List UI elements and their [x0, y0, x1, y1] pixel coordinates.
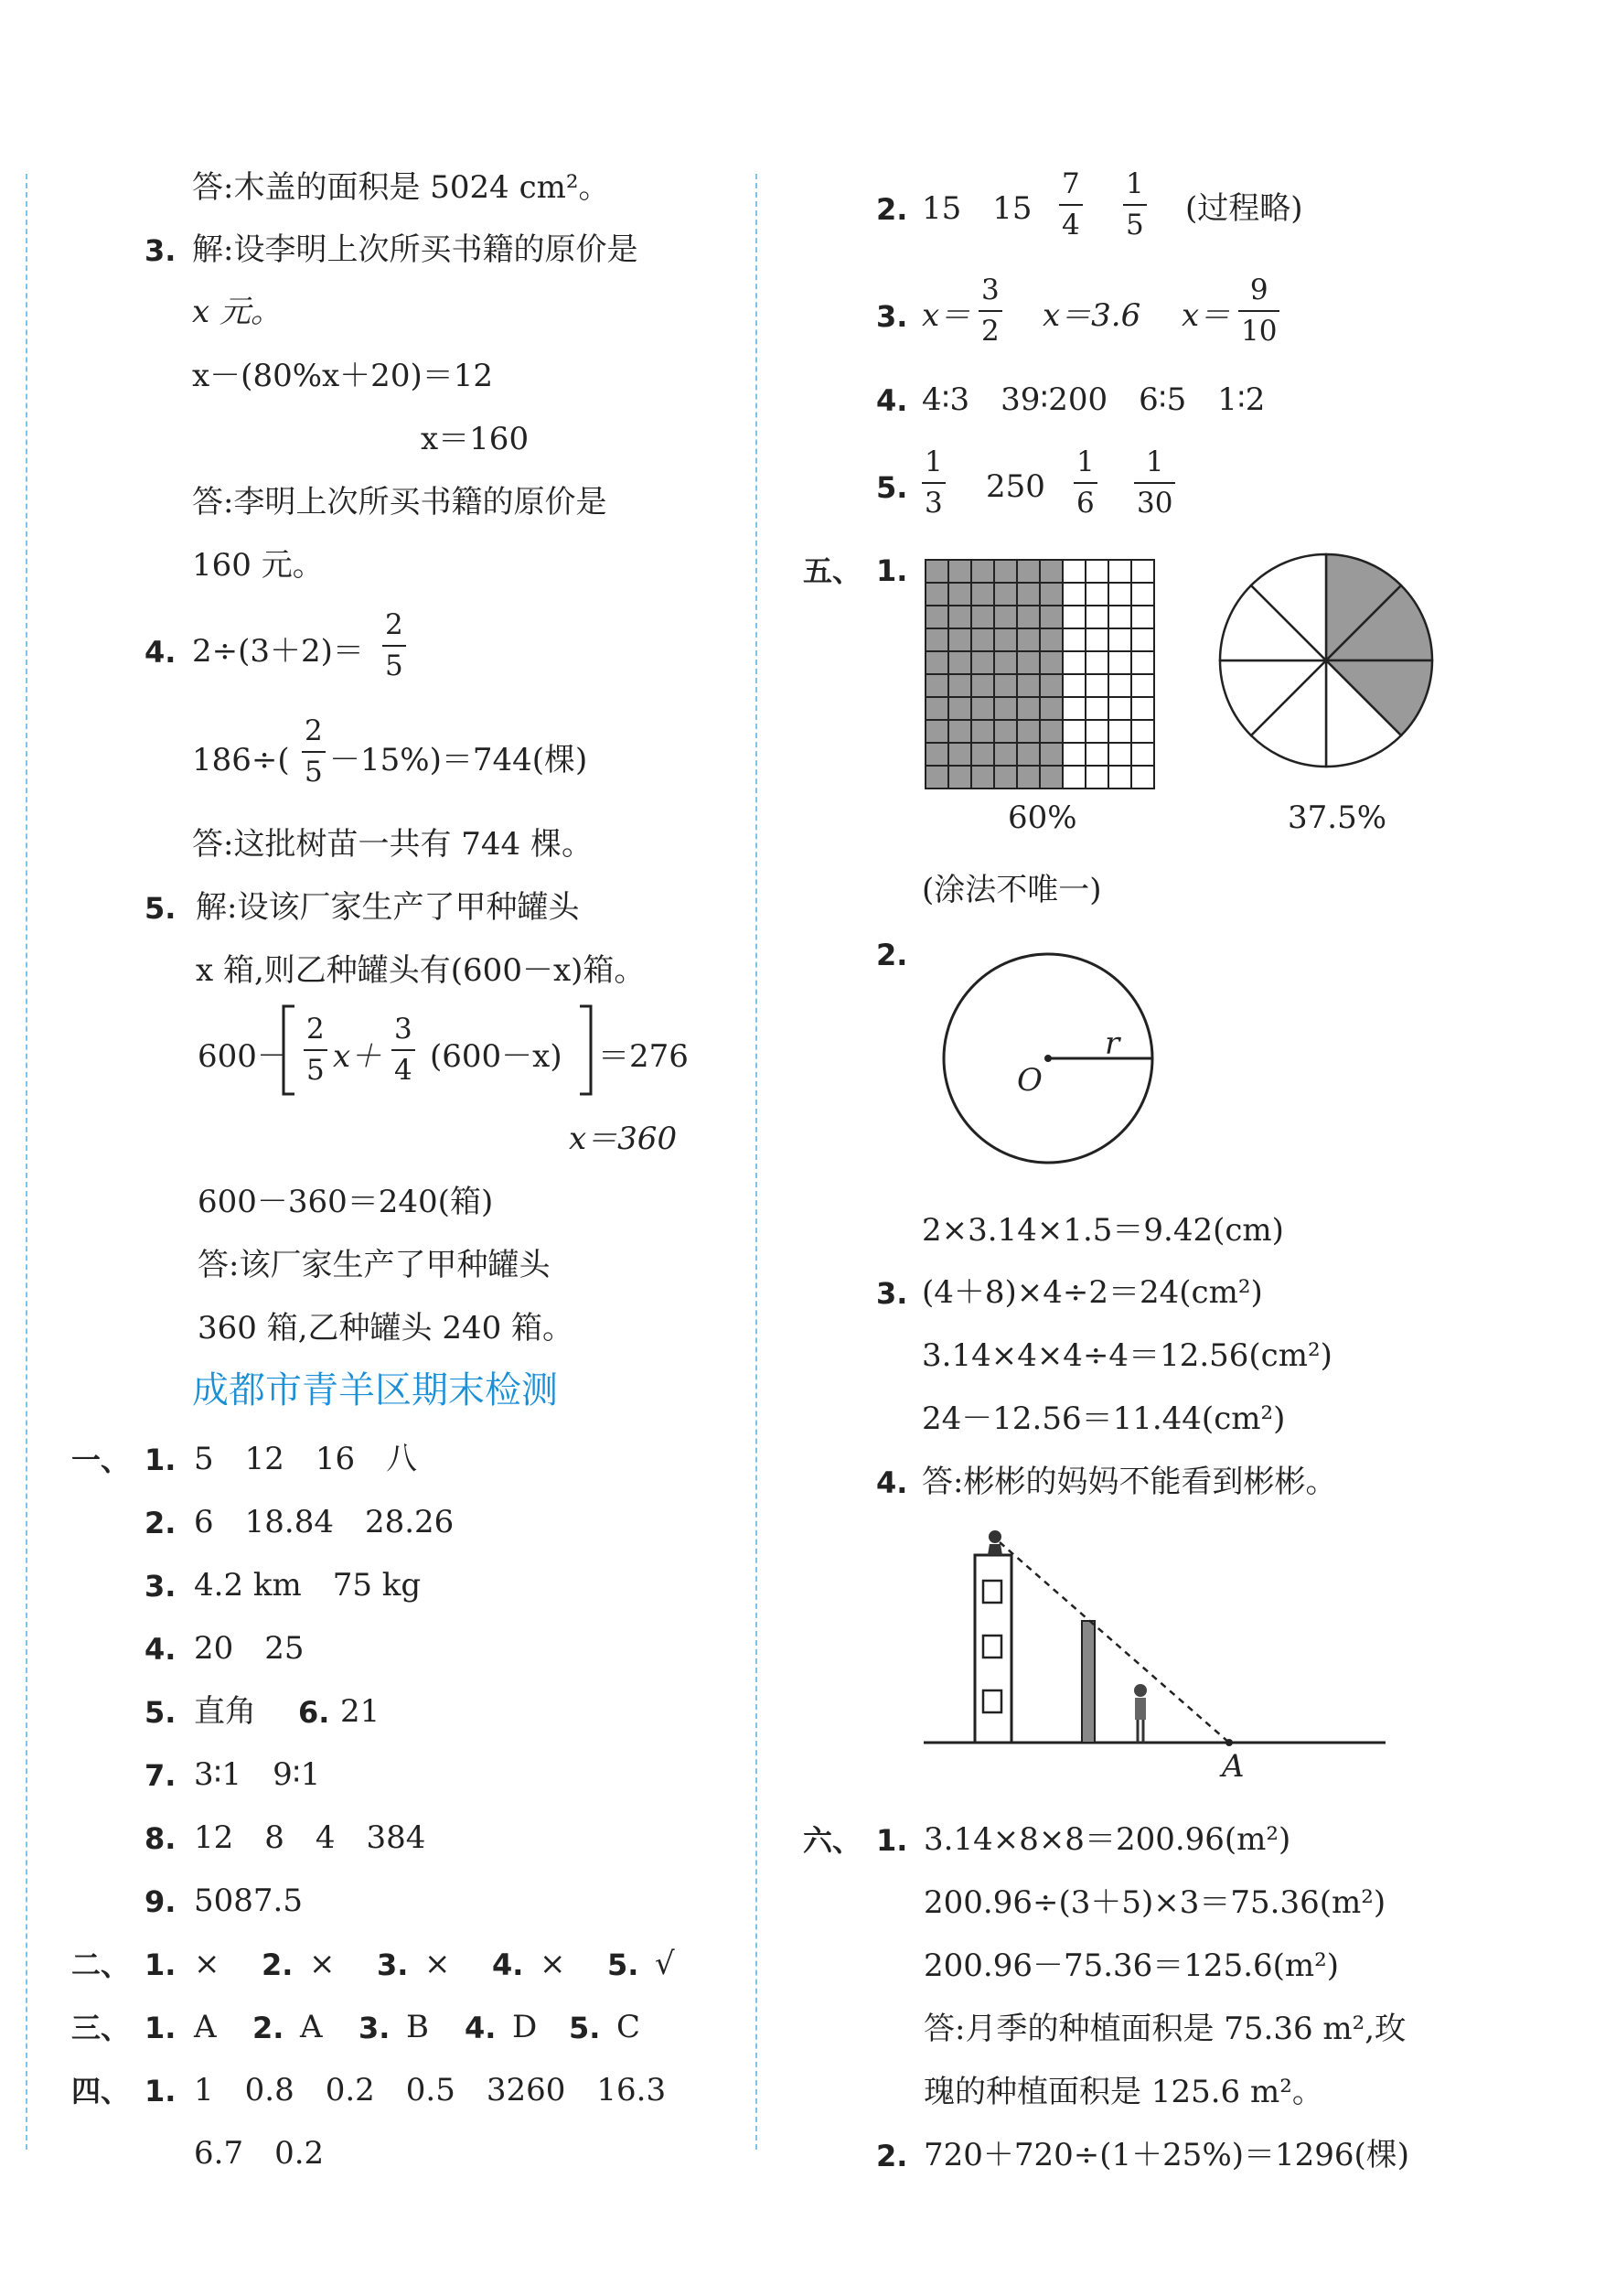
denominator: 5 [305, 756, 323, 789]
answer-lid-area: 答:木盖的面积是 5024 cm²。 [192, 169, 610, 206]
item-answer: 直角 [194, 1693, 256, 1730]
q5-answer: 答:该厂家生产了甲种罐头 [198, 1247, 551, 1283]
pie-percent: 37.5% [1288, 799, 1387, 836]
p6-line: 200.96－75.36＝125.6(m²) [924, 1947, 1340, 1984]
grid-cell-shaded [948, 720, 971, 743]
grid-cell-shaded [926, 743, 948, 766]
q5-number: 5. [144, 891, 177, 926]
numerator: 1 [1126, 167, 1144, 200]
grid-cell-shaded [926, 674, 948, 697]
r-q2-note: (过程略) [1185, 190, 1303, 227]
item-answer: B [406, 2009, 429, 2045]
sight-line [1000, 1542, 1229, 1743]
center-label: O [1017, 1062, 1043, 1099]
grid-cell [1131, 674, 1154, 697]
item-answer: C [616, 2009, 641, 2045]
grid-cell-shaded [926, 766, 948, 789]
grid-cell-shaded [971, 766, 994, 789]
q5-eq: x＋ [333, 1038, 382, 1075]
denominator: 2 [981, 315, 1000, 348]
grid-cell [1108, 560, 1131, 583]
grid-cell [1108, 720, 1131, 743]
grid-percent: 60% [1008, 799, 1077, 836]
grid-cell [1063, 651, 1086, 674]
numerator: 1 [1145, 445, 1164, 478]
q3-line: 解:设李明上次所买书籍的原价是 [192, 231, 638, 268]
q4-answer: 答:这批树苗一共有 744 棵。 [192, 826, 593, 863]
grid-cell [1086, 583, 1108, 606]
item-number: 6. [298, 1695, 330, 1730]
item-answer: 12 8 4 384 [194, 1819, 426, 1856]
grid-cell-shaded [1017, 628, 1040, 651]
grid-cell [1131, 720, 1154, 743]
denominator: 3 [925, 487, 943, 520]
p6-answer: 瑰的种植面积是 125.6 m²。 [924, 2074, 1323, 2110]
grid-cell-shaded [926, 560, 948, 583]
grid-cell [1063, 766, 1086, 789]
q5-eq: 600－ [198, 1038, 288, 1075]
part6-label: 六、 [803, 1823, 862, 1858]
r-q3-number: 3. [876, 299, 908, 334]
grid-cell-shaded [948, 674, 971, 697]
denominator: 30 [1137, 487, 1173, 520]
item-number: 1. [876, 1823, 908, 1858]
pie-circle [1216, 551, 1436, 770]
grid-cell-shaded [1017, 720, 1040, 743]
grid-cell [1063, 743, 1086, 766]
grid-cell-shaded [994, 697, 1017, 720]
q4-number: 4. [144, 635, 177, 670]
item-number: 3. [144, 1569, 177, 1604]
item-answer: √ [655, 1946, 675, 1982]
grid-cell-shaded [948, 560, 971, 583]
denominator: 5 [306, 1054, 325, 1087]
grid-cell-shaded [1040, 743, 1063, 766]
item-answer: 21 [340, 1693, 380, 1730]
left-margin-rule [26, 174, 27, 2150]
q3-answer: 答:李明上次所买书籍的原价是 [192, 484, 607, 520]
grid-cell-shaded [971, 651, 994, 674]
grid-cell [1108, 766, 1131, 789]
grid-cell [1063, 583, 1086, 606]
grid-cell-shaded [994, 674, 1017, 697]
grid-cell-shaded [994, 583, 1017, 606]
sightline-figure [915, 1518, 1390, 1756]
grid-cell [1086, 743, 1108, 766]
item-answer: D [512, 2009, 538, 2045]
grid-cell-shaded [1017, 766, 1040, 789]
item-number: 2. [252, 2011, 284, 2045]
building [975, 1555, 1011, 1743]
grid-cell [1063, 606, 1086, 628]
grid-cell-shaded [994, 720, 1017, 743]
wall [1082, 1621, 1095, 1743]
numerator: 1 [1076, 445, 1095, 478]
grid-cell [1108, 697, 1131, 720]
grid-cell-shaded [971, 697, 994, 720]
denominator: 4 [394, 1054, 412, 1087]
r-q3-x: x＝ [1182, 297, 1231, 334]
grid-cell [1063, 560, 1086, 583]
item-number: 8. [144, 1821, 177, 1856]
item-number: 2. [144, 1506, 177, 1540]
grid-cell-shaded [994, 651, 1017, 674]
fraction [382, 608, 406, 682]
r-q3-x: x＝ [922, 297, 971, 334]
fraction [304, 1015, 327, 1085]
grid-cell-shaded [1040, 720, 1063, 743]
p6-line: 200.96÷(3＋5)×3＝75.36(m²) [924, 1884, 1386, 1921]
grid-cell [1108, 743, 1131, 766]
item-number: 2. [262, 1947, 294, 1982]
fraction [922, 445, 946, 520]
q4-eq1: 2÷(3＋2)＝ [192, 633, 364, 670]
area-calc: 3.14×4×4÷4＝12.56(cm²) [922, 1337, 1332, 1374]
circle-calc: 2×3.14×1.5＝9.42(cm) [922, 1212, 1284, 1249]
q3-number: 3. [144, 233, 177, 268]
fraction [1074, 445, 1097, 520]
item-answer: A [194, 2009, 217, 2045]
q5-eq: ＝276 [598, 1038, 689, 1075]
grid-cell-shaded [971, 560, 994, 583]
grid-cell-shaded [971, 743, 994, 766]
grid-cell-shaded [926, 583, 948, 606]
numerator: 2 [305, 714, 323, 747]
denominator: 5 [385, 649, 403, 682]
grid-cell-shaded [948, 651, 971, 674]
fraction [1059, 167, 1083, 241]
p6-line: 720＋720÷(1＋25%)＝1296(棵) [924, 2137, 1410, 2173]
grid-cell-shaded [1040, 766, 1063, 789]
item-number: 1. [876, 553, 908, 588]
item-number: 1. [144, 2074, 177, 2108]
grid-cell-shaded [926, 606, 948, 628]
child-figure [1134, 1684, 1147, 1743]
point-a-label: A [1222, 1748, 1245, 1785]
grid-cell-shaded [948, 606, 971, 628]
p6-answer: 答:月季的种植面积是 75.36 m²,玫 [924, 2011, 1407, 2047]
fraction [1134, 445, 1175, 520]
hundred-grid [924, 558, 1156, 790]
grid-cell [1131, 606, 1154, 628]
numerator: 3 [394, 1013, 412, 1046]
grid-cell-shaded [994, 606, 1017, 628]
q5-calc: 600－360＝240(箱) [198, 1184, 494, 1220]
q5-line: x 箱,则乙种罐头有(600－x)箱。 [196, 952, 646, 989]
right-bracket [576, 1004, 594, 1096]
grid-cell [1063, 697, 1086, 720]
grid-cell [1086, 651, 1108, 674]
item-answer: 6.7 0.2 [194, 2135, 325, 2172]
fraction [302, 714, 326, 789]
radius-label: r [1105, 1025, 1120, 1062]
grid-cell [1063, 674, 1086, 697]
item-number: 5. [607, 1947, 639, 1982]
numerator: 1 [925, 445, 943, 478]
grid-cell-shaded [1040, 697, 1063, 720]
item-answer: 4.2 km 75 kg [194, 1567, 422, 1604]
grid-cell-shaded [926, 628, 948, 651]
numerator: 2 [306, 1013, 325, 1046]
numerator: 2 [385, 608, 403, 641]
item-answer: 5 12 16 八 [194, 1441, 418, 1477]
item-answer: 6 18.84 28.26 [194, 1504, 455, 1540]
area-calc: 24－12.56＝11.44(cm²) [922, 1400, 1286, 1437]
grid-cell-shaded [1040, 560, 1063, 583]
grid-cell-shaded [1040, 628, 1063, 651]
grid-cell [1131, 697, 1154, 720]
r-q3-x: x＝3.6 [1043, 297, 1141, 334]
grid-cell-shaded [994, 560, 1017, 583]
grid-cell-shaded [1040, 651, 1063, 674]
grid-cell [1063, 720, 1086, 743]
item-number: 3. [359, 2011, 391, 2045]
center-point [1044, 1055, 1052, 1062]
item-answer: × [309, 1946, 336, 1982]
grid-cell [1131, 766, 1154, 789]
grid-cell-shaded [948, 743, 971, 766]
grid-cell-shaded [1040, 674, 1063, 697]
fraction [979, 276, 1002, 346]
r-q5-answer: 250 [986, 468, 1045, 505]
denominator: 10 [1241, 315, 1278, 348]
grid-cell [1086, 720, 1108, 743]
q4-eq2: －15%)＝744(棵) [329, 742, 588, 778]
grid-cell [1108, 628, 1131, 651]
part1-label: 一、 [71, 1443, 131, 1477]
grid-cell [1108, 674, 1131, 697]
q3-line: x 元。 [192, 294, 282, 330]
item-number: 5. [569, 2011, 601, 2045]
q3-equation: x－(80%x＋20)＝12 [192, 358, 493, 394]
r-q4-number: 4. [876, 383, 908, 418]
grid-cell-shaded [994, 766, 1017, 789]
grid-cell-shaded [1040, 583, 1063, 606]
grid-cell-shaded [971, 583, 994, 606]
grid-cell-shaded [971, 720, 994, 743]
grid-cell-shaded [994, 743, 1017, 766]
q5-answer: 360 箱,乙种罐头 240 箱。 [198, 1310, 574, 1346]
grid-cell-shaded [926, 651, 948, 674]
grid-cell [1131, 628, 1154, 651]
q5-solution: x＝360 [569, 1121, 678, 1157]
item-answer: × [424, 1946, 451, 1982]
numerator: 3 [981, 274, 1000, 306]
grid-cell-shaded [926, 697, 948, 720]
grid-cell [1108, 583, 1131, 606]
grid-cell-shaded [926, 720, 948, 743]
left-bracket [280, 1004, 298, 1096]
part5-label: 五、 [803, 553, 862, 588]
numerator: 7 [1062, 167, 1080, 200]
grid-cell-shaded [971, 674, 994, 697]
grid-cell [1086, 606, 1108, 628]
fraction [391, 1015, 415, 1085]
q3-solution: x＝160 [421, 421, 530, 457]
circle-figure [922, 951, 1178, 1189]
r-q5-number: 5. [876, 470, 908, 505]
grid-cell-shaded [971, 628, 994, 651]
item-answer: 3∶1 9∶1 [194, 1756, 321, 1793]
sightline-answer: 答:彬彬的妈妈不能看到彬彬。 [922, 1464, 1337, 1500]
grid-cell-shaded [1017, 606, 1040, 628]
item-number: 3. [876, 1276, 908, 1311]
denominator: 5 [1126, 209, 1144, 241]
grid-cell [1086, 560, 1108, 583]
column-divider [755, 174, 757, 2150]
grid-cell-shaded [948, 628, 971, 651]
grid-cell [1086, 697, 1108, 720]
item-answer: 1 0.8 0.2 0.5 3260 16.3 [194, 2072, 667, 2108]
item-number: 4. [876, 1465, 908, 1500]
grid-cell-shaded [1017, 583, 1040, 606]
item-answer: A [300, 2009, 323, 2045]
grid-cell [1108, 651, 1131, 674]
item-number: 5. [144, 1695, 177, 1730]
grid-cell-shaded [948, 583, 971, 606]
area-calc: (4＋8)×4÷2＝24(cm²) [922, 1274, 1263, 1311]
item-number: 1. [144, 1443, 177, 1477]
part2-label: 二、 [71, 1947, 131, 1982]
grid-cell [1086, 766, 1108, 789]
item-number: 3. [377, 1947, 409, 1982]
item-answer: 20 25 [194, 1630, 305, 1667]
item-number: 4. [144, 1632, 177, 1667]
item-answer: 5087.5 [194, 1883, 303, 1919]
q3-answer: 160 元。 [192, 547, 324, 584]
grid-cell [1063, 628, 1086, 651]
item-number: 2. [876, 938, 908, 972]
item-answer: × [194, 1946, 220, 1982]
grid-cell-shaded [971, 606, 994, 628]
grid-cell [1131, 743, 1154, 766]
grid-cell-shaded [994, 628, 1017, 651]
q4-eq2: 186÷( [192, 742, 290, 778]
grid-cell [1108, 606, 1131, 628]
section-title: 成都市青羊区期末检测 [192, 1369, 558, 1411]
r-q4-answer: 4∶3 39∶200 6∶5 1∶2 [922, 381, 1266, 418]
grid-cell-shaded [1017, 743, 1040, 766]
grid-cell [1131, 560, 1154, 583]
item-answer: × [540, 1946, 566, 1982]
numerator: 9 [1249, 274, 1268, 306]
denominator: 4 [1062, 209, 1080, 241]
r-q2-number: 2. [876, 192, 908, 227]
grid-cell [1086, 628, 1108, 651]
grid-cell [1086, 674, 1108, 697]
grid-cell-shaded [948, 697, 971, 720]
grid-cell-shaded [948, 766, 971, 789]
denominator: 6 [1076, 487, 1095, 520]
grid-cell-shaded [1017, 697, 1040, 720]
item-number: 1. [144, 2011, 177, 2045]
grid-cell-shaded [1040, 606, 1063, 628]
item-number: 2. [876, 2139, 908, 2173]
item-number: 9. [144, 1884, 177, 1919]
fraction [1123, 167, 1147, 241]
p6-line: 3.14×8×8＝200.96(m²) [924, 1821, 1291, 1858]
grid-cell [1131, 583, 1154, 606]
grid-cell-shaded [1017, 560, 1040, 583]
q5-eq: (600－x) [430, 1038, 562, 1075]
shading-note: (涂法不唯一) [922, 872, 1102, 908]
point-a [1225, 1739, 1233, 1746]
item-number: 4. [465, 2011, 497, 2045]
item-number: 1. [144, 1947, 177, 1982]
grid-cell-shaded [1017, 674, 1040, 697]
part4-label: 四、 [71, 2074, 131, 2108]
part3-label: 三、 [71, 2011, 131, 2045]
r-q2-answer: 15 15 [922, 190, 1033, 227]
item-number: 7. [144, 1758, 177, 1793]
item-number: 4. [492, 1947, 524, 1982]
grid-cell [1131, 651, 1154, 674]
grid-cell-shaded [1017, 651, 1040, 674]
q5-line: 解:设该厂家生产了甲种罐头 [196, 889, 580, 926]
fraction [1238, 276, 1279, 346]
